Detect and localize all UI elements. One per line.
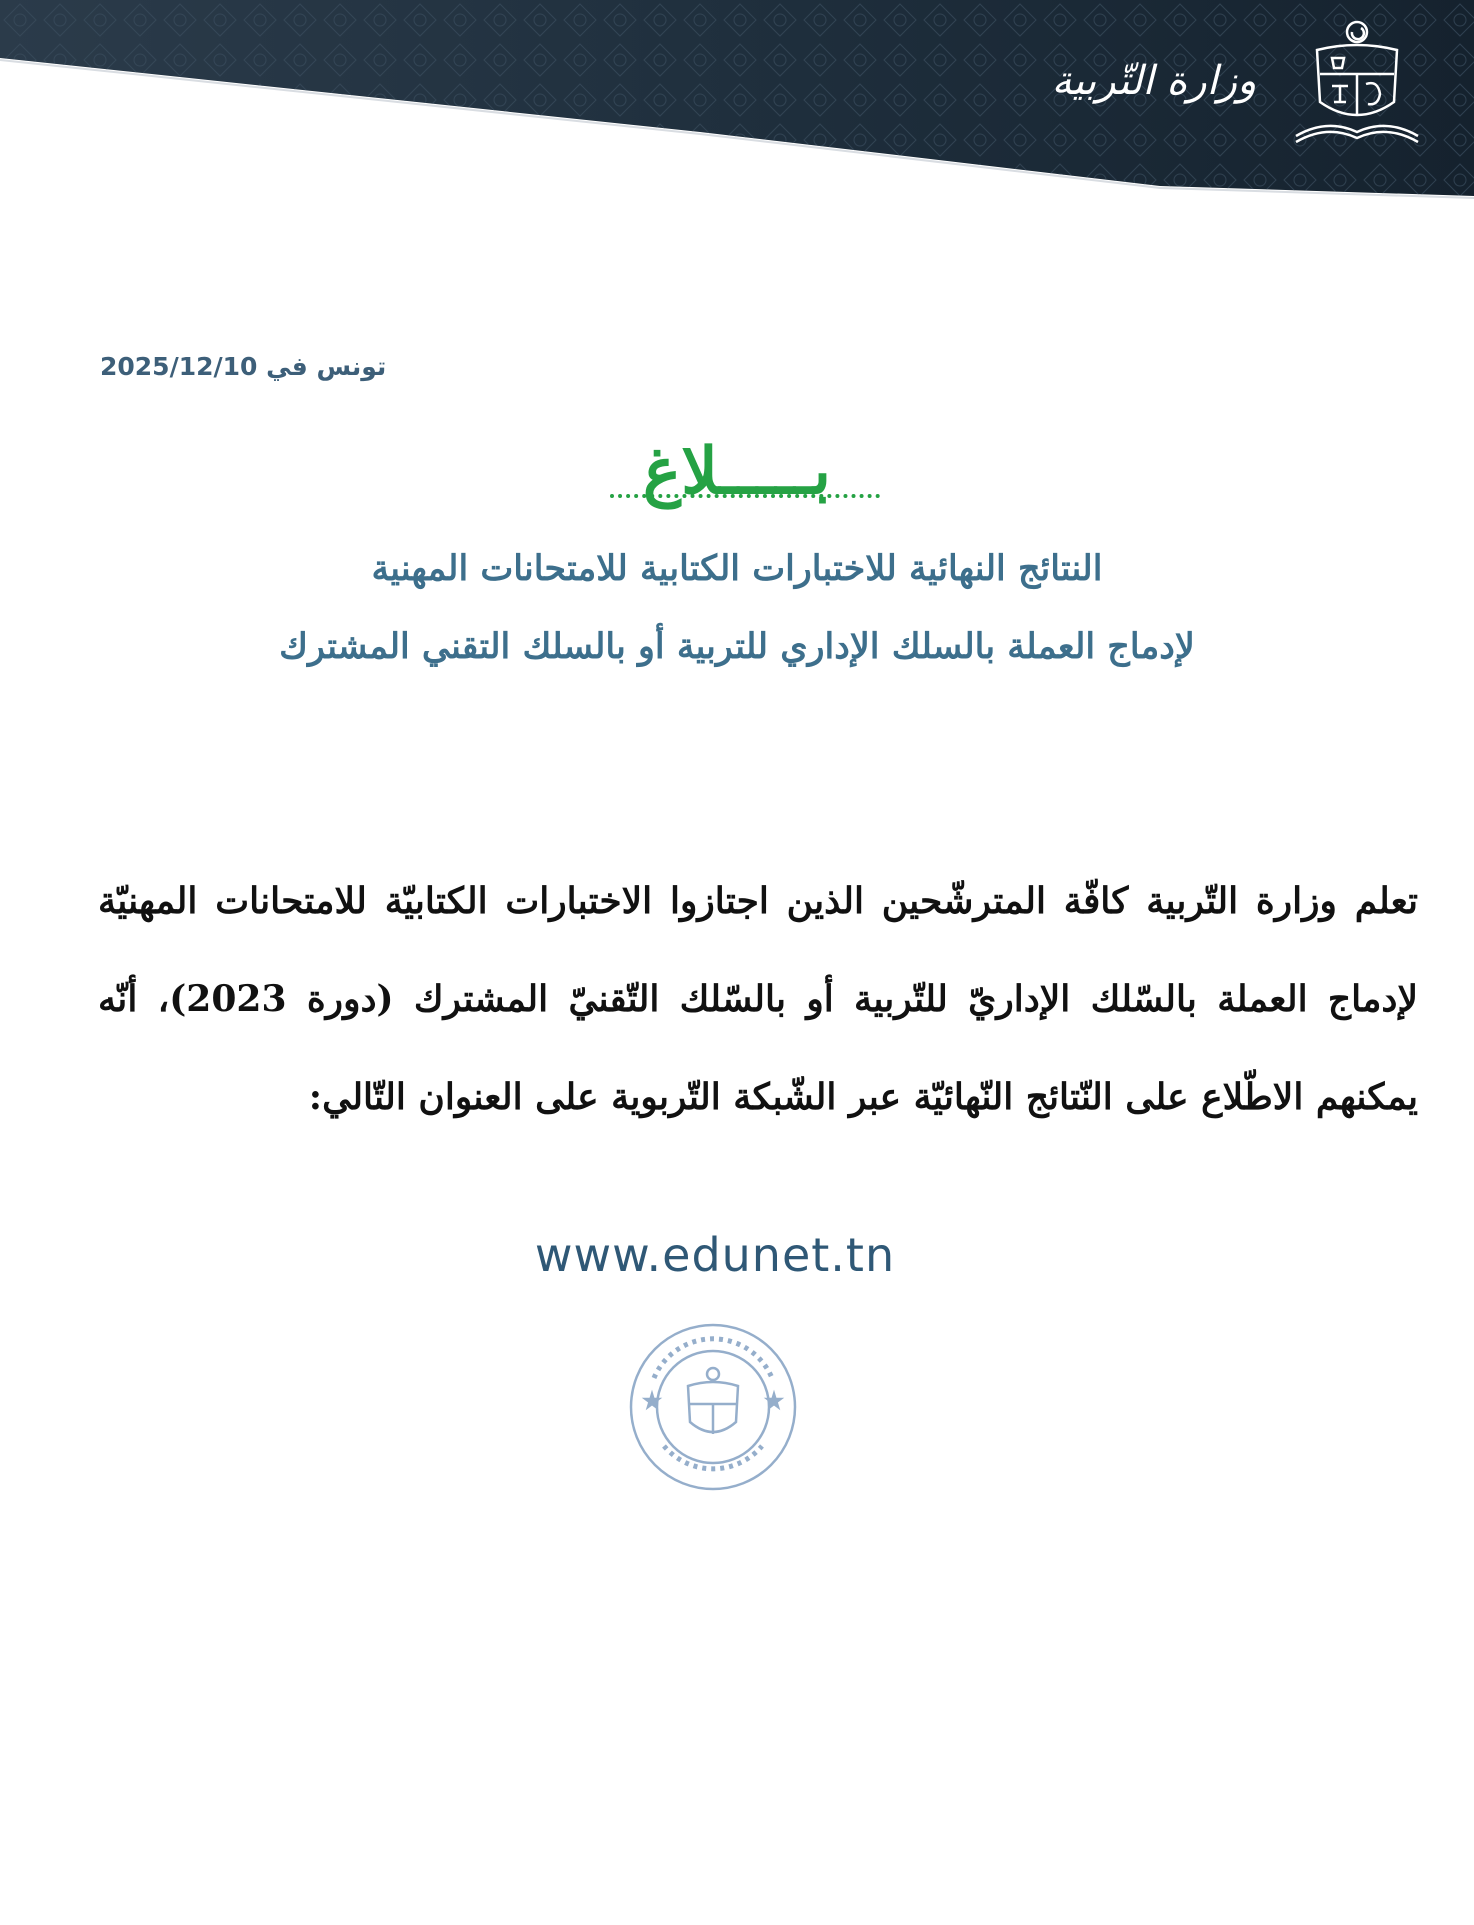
notice-subtitle-line-1: النتائج النهائية للاختبارات الكتابية للامتحانات المهنية (371, 548, 1103, 589)
ministry-wordmark: وزارة التّربية (1051, 58, 1257, 104)
title-underline (610, 494, 880, 498)
body-paragraph: تعلم وزارة التّربية كافّة المترشّحين الذين اجتازوا الاختبارات الكتابيّة للامتحانات المهنيّة لإدماج العملة بالسّلك الإداريّ للتّربية أو بالسّلك التّقنيّ المشترك (دورة 2023)، أنّه يمكنهم الاطّلاع على النّتائج النّهائيّة عبر الشّبكة التّربوية على العنوان التّالي: (98, 880, 1418, 1118)
website-link[interactable]: www.edunet.tn (534, 1228, 896, 1282)
notice-subtitle-line-2: لإدماج العملة بالسلك الإداري للتربية أو بالسلك التقني المشترك (279, 626, 1195, 667)
ministry-seal-stamp-icon (624, 1318, 802, 1496)
tunisia-coat-of-arms-icon (1282, 10, 1432, 160)
date-line: تونس في 2025/12/10 (100, 352, 387, 381)
notice-title: بـــــلاغ (643, 434, 831, 509)
